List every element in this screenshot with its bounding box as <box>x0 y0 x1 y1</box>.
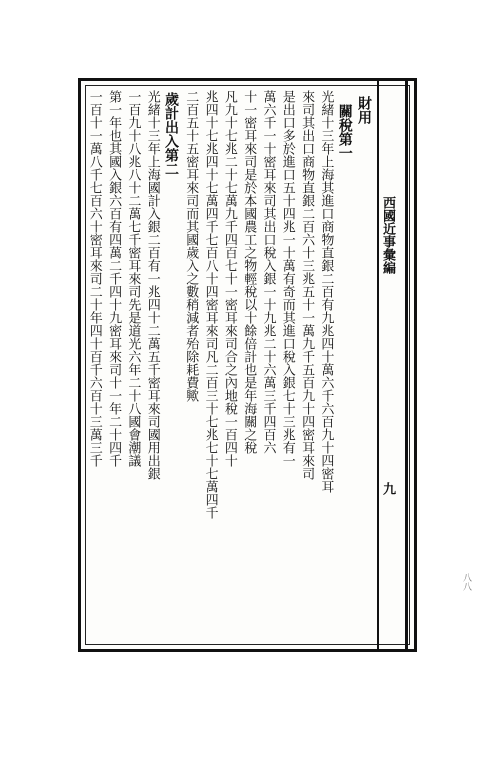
margin-page-number: 九 <box>380 482 395 495</box>
text-column: 一百九十八兆八十二萬七千密耳來司先是道光六年二十八國會潮議 <box>125 90 141 467</box>
text-column: 二百五十五密耳來司而其國歲入之數稍減者殆除耗費歟 <box>183 90 199 402</box>
text-column: 第一年也其國入銀六百有四萬二千四十九密耳來司十一年二十四千 <box>106 90 122 467</box>
center-top-rule <box>377 78 407 81</box>
text-column: 來司其出口商物直銀二百六十三兆五十一萬九千五百九十四密耳來司 <box>299 90 315 480</box>
text-column: 一百十一萬八千七百六十密耳來司二十年四十百千六百十三萬三千 <box>86 90 102 467</box>
center-rule-left <box>377 78 379 652</box>
margin-title: 西國近事彙編 <box>380 196 395 274</box>
text-column: 光緒十三年上海國計入銀二百有一兆四十二萬五千密耳來司國用出銀 <box>144 90 160 480</box>
center-bottom-rule <box>377 649 407 652</box>
text-column: 光緒十三年上海其進口商物直銀二百有九兆四十萬六千六百九十四密耳 <box>318 90 334 493</box>
center-rule-right <box>405 78 408 652</box>
text-column: 十一密耳來司是於本國農工之物輕稅以十餘倍計也是年海關之稅 <box>241 90 257 454</box>
text-column: 是出口多於進口五十四兆一十萬有奇而其進口稅入銀七十三兆有一 <box>279 90 295 467</box>
heading-caizheng: 財用 <box>356 96 372 124</box>
section-title-suiji: 歲計出入第二 <box>163 92 179 176</box>
section-title-guanshui: 關稅第一 <box>336 104 353 160</box>
text-column: 凡九十七兆二十七萬九千四百七十一密耳來司合之內地稅一百四十 <box>221 90 237 467</box>
text-column: 兆四十七兆四十七萬四千七百八十四密耳來司凡二百三十七兆七十七萬四千 <box>202 90 218 519</box>
page-mark: 八八 <box>461 573 471 591</box>
text-column: 萬六千一十密耳來司其出口稅入銀一十九兆二十六萬三千四百六 <box>260 90 276 454</box>
